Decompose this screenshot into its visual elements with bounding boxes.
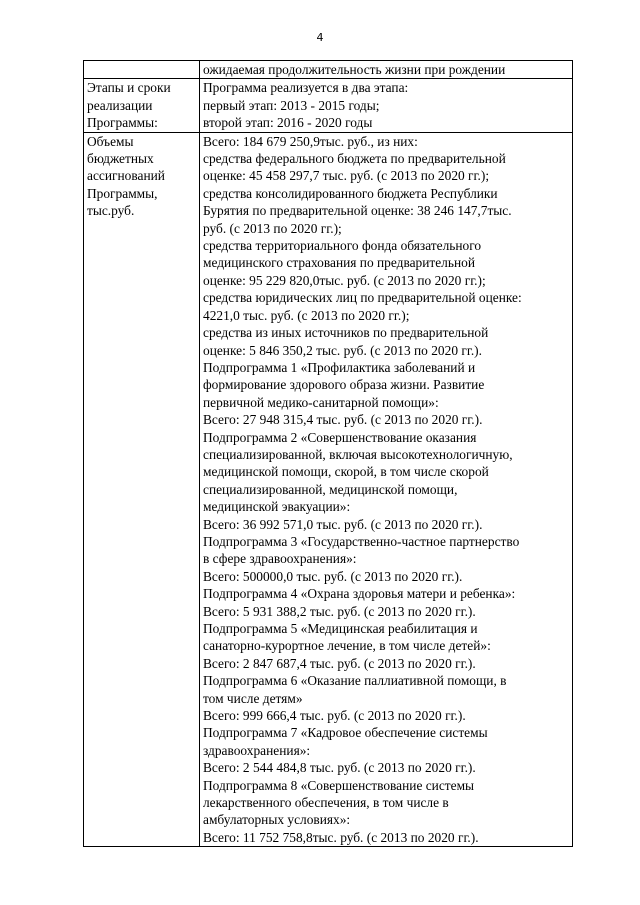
- table-row: [84, 132, 573, 847]
- value-line: Программа реализуется в два этапа:: [203, 80, 409, 96]
- table-body: [84, 61, 573, 847]
- value-line: средства федерального бюджета по предварительной: [203, 151, 506, 167]
- value-line: Подпрограмма 5 «Медицинская реабилитация и: [203, 621, 478, 636]
- label-line: Программы:: [87, 115, 158, 131]
- value-line: Всего: 2 847 687,4 тыс. руб. (с 2013 по 2020 гг.).: [203, 655, 476, 671]
- value-line: медицинской помощи, скорой, в том числе скорой: [203, 464, 489, 480]
- row-value-cell: [200, 61, 573, 79]
- value-line: амбулаторных условиях»:: [203, 812, 351, 828]
- label-line: бюджетных: [87, 151, 154, 167]
- value-line: Всего: 27 948 315,4 тыс. руб. (с 2013 по 2020 гг.).: [203, 412, 483, 428]
- value-line: формирование здорового образа жизни. Развитие: [203, 377, 485, 393]
- value-line: санаторно-курортное лечение, в том числе детей»:: [203, 638, 491, 654]
- value-line: Всего: 2 544 484,8 тыс. руб. (с 2013 по 2020 гг.).: [203, 760, 476, 776]
- label-line: Программы,: [87, 185, 158, 201]
- value-line: в сфере здравоохранения»:: [203, 551, 357, 567]
- label-line: ассигнований: [87, 168, 165, 184]
- value-line: средства юридических лиц по предварительной оценке:: [203, 290, 522, 306]
- value-line: специализированной, включая высокотехнологичную,: [203, 446, 513, 462]
- page-number: 4: [316, 31, 324, 44]
- label-line: реализации: [87, 97, 153, 113]
- value-line: Подпрограмма 4 «Охрана здоровья матери и ребенка»:: [203, 586, 516, 602]
- value-line: медицинской эвакуации»:: [203, 499, 351, 515]
- value-line: здравоохранения»:: [203, 742, 311, 758]
- value-line: том числе детям»: [203, 690, 303, 706]
- value-line: Подпрограмма 1 «Профилактика заболеваний и: [203, 359, 476, 375]
- value-line: оценке: 5 846 350,2 тыс. руб. (с 2013 по 2020 гг.).: [203, 342, 482, 358]
- value-line: Всего: 500000,0 тыс. руб. (с 2013 по 2020 гг.).: [203, 568, 463, 584]
- value-line: средства консолидированного бюджета Республики: [203, 185, 498, 201]
- table-row: [84, 61, 573, 79]
- value-line: Подпрограмма 3 «Государственно-частное партнерство: [203, 533, 520, 549]
- value-line: средства территориального фонда обязательного: [203, 238, 482, 254]
- label-line: Объемы: [87, 133, 134, 149]
- value-line: Подпрограмма 2 «Совершенствование оказания: [203, 429, 477, 445]
- value-line: специализированной, медицинской помощи,: [203, 481, 458, 497]
- row-label-cell: [84, 61, 200, 79]
- value-line: Подпрограмма 8 «Совершенствование системы: [203, 777, 475, 793]
- value-line: Всего: 184 679 250,9тыс. руб., из них:: [203, 133, 418, 149]
- value-line: ожидаемая продолжительность жизни при рождении: [203, 62, 506, 77]
- row-value-cell: [200, 132, 573, 847]
- value-line: второй этап: 2016 - 2020 годы: [203, 115, 373, 131]
- label-line: тыс.руб.: [87, 203, 135, 219]
- value-line: медицинского страхования по предварительной: [203, 255, 476, 271]
- value-line: Подпрограмма 6 «Оказание паллиативной помощи, в: [203, 673, 507, 689]
- row-value-cell: [200, 79, 573, 132]
- program-passport-table: [83, 60, 573, 847]
- label-line: Этапы и сроки: [87, 80, 171, 96]
- value-line: Всего: 11 752 758,8тыс. руб. (с 2013 по 2020 гг.).: [203, 829, 479, 845]
- value-line: Подпрограмма 7 «Кадровое обеспечение системы: [203, 725, 488, 741]
- row-label-cell: [84, 132, 200, 847]
- value-line: Бурятия по предварительной оценке: 38 246 147,7тыс.: [203, 203, 512, 219]
- value-line: первый этап: 2013 - 2015 годы;: [203, 97, 380, 113]
- value-line: Всего: 999 666,4 тыс. руб. (с 2013 по 2020 гг.).: [203, 708, 466, 724]
- value-line: оценке: 45 458 297,7 тыс. руб. (с 2013 по 2020 гг.);: [203, 168, 490, 184]
- row-label-cell: [84, 79, 200, 132]
- value-line: оценке: 95 229 820,0тыс. руб. (с 2013 по 2020 гг.);: [203, 272, 486, 288]
- value-line: лекарственного обеспечения, в том числе в: [203, 795, 449, 811]
- value-line: Всего: 5 931 388,2 тыс. руб. (с 2013 по 2020 гг.).: [203, 603, 476, 619]
- value-line: 4221,0 тыс. руб. (с 2013 по 2020 гг.);: [203, 307, 410, 323]
- value-line: первичной медико-санитарной помощи»:: [203, 394, 439, 410]
- value-line: Всего: 36 992 571,0 тыс. руб. (с 2013 по 2020 гг.).: [203, 516, 483, 532]
- value-line: средства из иных источников по предварительной: [203, 325, 489, 341]
- table-row: [84, 79, 573, 132]
- value-line: руб. (с 2013 по 2020 гг.);: [203, 220, 342, 236]
